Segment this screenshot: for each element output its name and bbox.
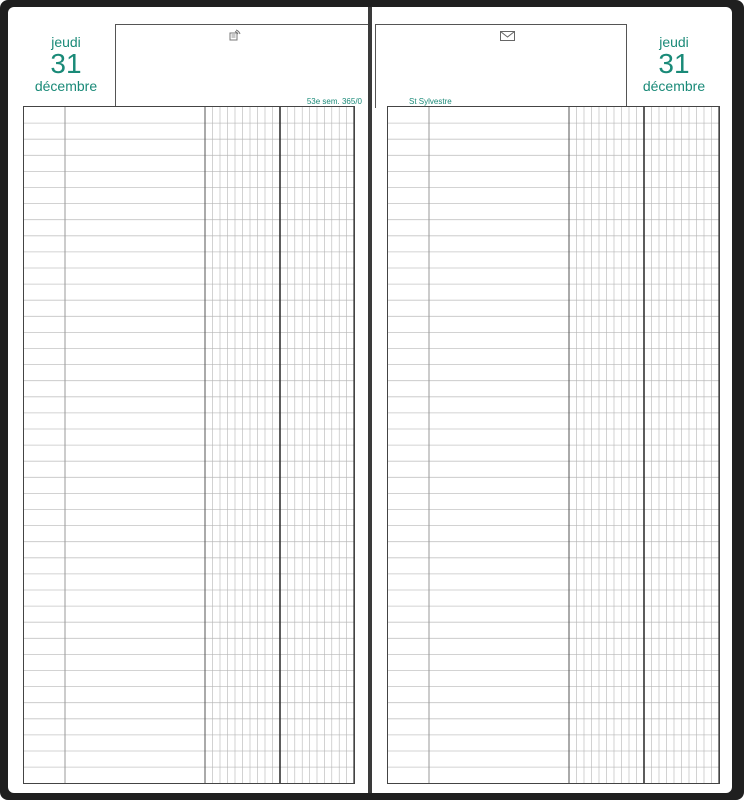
saint-of-day: St Sylvestre <box>409 97 452 106</box>
right-weekday: jeudi <box>659 34 689 50</box>
right-month: décembre <box>642 78 706 94</box>
phone-icon <box>229 28 241 46</box>
right-ledger-lines <box>388 107 719 783</box>
right-page <box>372 7 732 793</box>
left-month: décembre <box>34 78 98 94</box>
left-ledger-grid[interactable] <box>23 106 355 784</box>
left-notes-box[interactable] <box>115 24 371 108</box>
left-day-number: 31 <box>50 48 82 79</box>
left-weekday: jeudi <box>51 34 81 50</box>
left-page <box>8 7 368 793</box>
right-day-number: 31 <box>658 48 690 79</box>
left-ledger-lines <box>24 107 354 783</box>
envelope-icon <box>500 28 515 46</box>
right-notes-box[interactable] <box>375 24 627 108</box>
right-date-block <box>628 35 720 93</box>
right-ledger-grid[interactable] <box>387 106 720 784</box>
week-info: 53e sem. 365/0 <box>306 97 362 106</box>
left-date-block <box>20 35 112 93</box>
